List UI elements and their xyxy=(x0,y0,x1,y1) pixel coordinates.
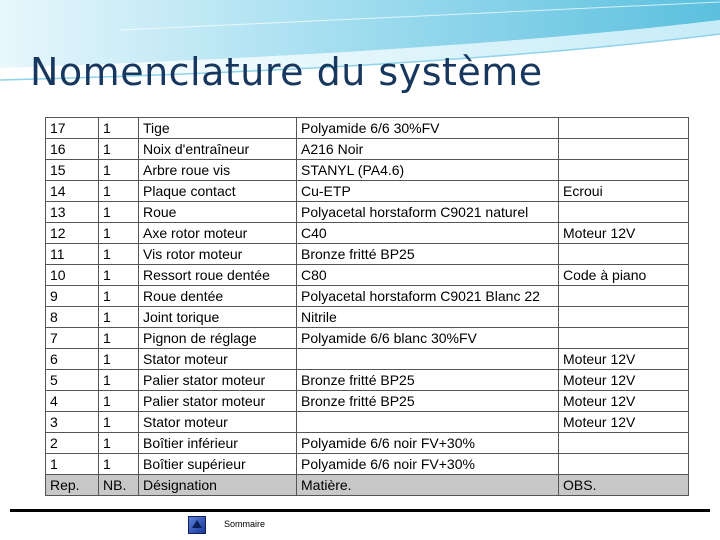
cell-nb: 1 xyxy=(99,223,139,244)
cell-obs xyxy=(559,118,689,139)
column-header-nb: NB. xyxy=(99,475,139,496)
cell-matiere: Polyamide 6/6 30%FV xyxy=(297,118,559,139)
cell-obs: Moteur 12V xyxy=(559,223,689,244)
table-row xyxy=(46,139,689,160)
cell-rep: 4 xyxy=(46,391,99,412)
cell-matiere xyxy=(297,412,559,433)
cell-nb: 1 xyxy=(99,412,139,433)
cell-designation: Roue xyxy=(139,202,297,223)
nomenclature-table xyxy=(45,117,689,496)
cell-rep: 5 xyxy=(46,370,99,391)
cell-nb: 1 xyxy=(99,349,139,370)
cell-matiere: Bronze fritté BP25 xyxy=(297,244,559,265)
cell-rep: 7 xyxy=(46,328,99,349)
cell-rep: 14 xyxy=(46,181,99,202)
cell-obs: Code à piano xyxy=(559,265,689,286)
table-row xyxy=(46,181,689,202)
cell-matiere: Bronze fritté BP25 xyxy=(297,370,559,391)
cell-obs xyxy=(559,328,689,349)
table-row xyxy=(46,202,689,223)
cell-designation: Stator moteur xyxy=(139,412,297,433)
table-row xyxy=(46,412,689,433)
cell-designation: Boîtier inférieur xyxy=(139,433,297,454)
cell-nb: 1 xyxy=(99,244,139,265)
cell-rep: 1 xyxy=(46,454,99,475)
cell-matiere xyxy=(297,349,559,370)
cell-matiere: Cu-ETP xyxy=(297,181,559,202)
cell-rep: 9 xyxy=(46,286,99,307)
cell-designation: Plaque contact xyxy=(139,181,297,202)
cell-obs xyxy=(559,433,689,454)
cell-designation: Noix d'entraîneur xyxy=(139,139,297,160)
cell-obs: Moteur 12V xyxy=(559,391,689,412)
table-row xyxy=(46,160,689,181)
cell-nb: 1 xyxy=(99,370,139,391)
table-row xyxy=(46,244,689,265)
sommaire-link[interactable]: Sommaire xyxy=(224,519,266,529)
cell-designation: Boîtier supérieur xyxy=(139,454,297,475)
cell-nb: 1 xyxy=(99,454,139,475)
cell-obs: Moteur 12V xyxy=(559,370,689,391)
column-header-designation: Désignation xyxy=(139,475,297,496)
page-title: Nomenclature du système xyxy=(30,50,543,94)
cell-designation: Arbre roue vis xyxy=(139,160,297,181)
table-header-row xyxy=(46,475,689,496)
cell-nb: 1 xyxy=(99,433,139,454)
table-row xyxy=(46,454,689,475)
cell-nb: 1 xyxy=(99,181,139,202)
table-row xyxy=(46,328,689,349)
cell-matiere: Polyamide 6/6 noir FV+30% xyxy=(297,454,559,475)
cell-rep: 10 xyxy=(46,265,99,286)
cell-rep: 16 xyxy=(46,139,99,160)
cell-designation: Roue dentée xyxy=(139,286,297,307)
table-row xyxy=(46,349,689,370)
column-header-rep: Rep. xyxy=(46,475,99,496)
cell-designation: Tige xyxy=(139,118,297,139)
cell-obs xyxy=(559,202,689,223)
cell-obs: Moteur 12V xyxy=(559,412,689,433)
cell-matiere: A216 Noir xyxy=(297,139,559,160)
cell-matiere: Polyamide 6/6 noir FV+30% xyxy=(297,433,559,454)
cell-nb: 1 xyxy=(99,286,139,307)
cell-matiere: Polyamide 6/6 blanc 30%FV xyxy=(297,328,559,349)
up-arrow-icon[interactable] xyxy=(188,516,206,534)
cell-obs xyxy=(559,307,689,328)
table-row xyxy=(46,286,689,307)
cell-nb: 1 xyxy=(99,307,139,328)
cell-nb: 1 xyxy=(99,265,139,286)
cell-rep: 8 xyxy=(46,307,99,328)
cell-nb: 1 xyxy=(99,391,139,412)
cell-rep: 11 xyxy=(46,244,99,265)
table-row xyxy=(46,370,689,391)
cell-designation: Joint torique xyxy=(139,307,297,328)
cell-obs xyxy=(559,244,689,265)
cell-matiere: Polyacetal horstaform C9021 Blanc 22 xyxy=(297,286,559,307)
cell-designation: Pignon de réglage xyxy=(139,328,297,349)
cell-rep: 2 xyxy=(46,433,99,454)
table-row xyxy=(46,391,689,412)
cell-nb: 1 xyxy=(99,118,139,139)
cell-designation: Stator moteur xyxy=(139,349,297,370)
cell-obs xyxy=(559,286,689,307)
cell-rep: 12 xyxy=(46,223,99,244)
column-header-matiere: Matière. xyxy=(297,475,559,496)
cell-nb: 1 xyxy=(99,139,139,160)
column-header-obs: OBS. xyxy=(559,475,689,496)
cell-obs: Moteur 12V xyxy=(559,349,689,370)
footer-divider xyxy=(10,509,710,512)
cell-nb: 1 xyxy=(99,202,139,223)
cell-rep: 17 xyxy=(46,118,99,139)
cell-obs: Ecroui xyxy=(559,181,689,202)
cell-nb: 1 xyxy=(99,328,139,349)
table-row xyxy=(46,223,689,244)
cell-rep: 3 xyxy=(46,412,99,433)
table-row xyxy=(46,433,689,454)
cell-matiere: Nitrile xyxy=(297,307,559,328)
cell-rep: 13 xyxy=(46,202,99,223)
cell-designation: Vis rotor moteur xyxy=(139,244,297,265)
table-row xyxy=(46,307,689,328)
cell-obs xyxy=(559,139,689,160)
nomenclature-table-body xyxy=(46,118,689,496)
cell-obs xyxy=(559,160,689,181)
table-row xyxy=(46,118,689,139)
cell-matiere: C80 xyxy=(297,265,559,286)
cell-rep: 6 xyxy=(46,349,99,370)
cell-matiere: Polyacetal horstaform C9021 naturel xyxy=(297,202,559,223)
cell-designation: Axe rotor moteur xyxy=(139,223,297,244)
cell-designation: Palier stator moteur xyxy=(139,391,297,412)
cell-matiere: STANYL (PA4.6) xyxy=(297,160,559,181)
cell-designation: Ressort roue dentée xyxy=(139,265,297,286)
cell-designation: Palier stator moteur xyxy=(139,370,297,391)
cell-rep: 15 xyxy=(46,160,99,181)
table-row xyxy=(46,265,689,286)
cell-matiere: Bronze fritté BP25 xyxy=(297,391,559,412)
cell-matiere: C40 xyxy=(297,223,559,244)
cell-nb: 1 xyxy=(99,160,139,181)
cell-obs xyxy=(559,454,689,475)
